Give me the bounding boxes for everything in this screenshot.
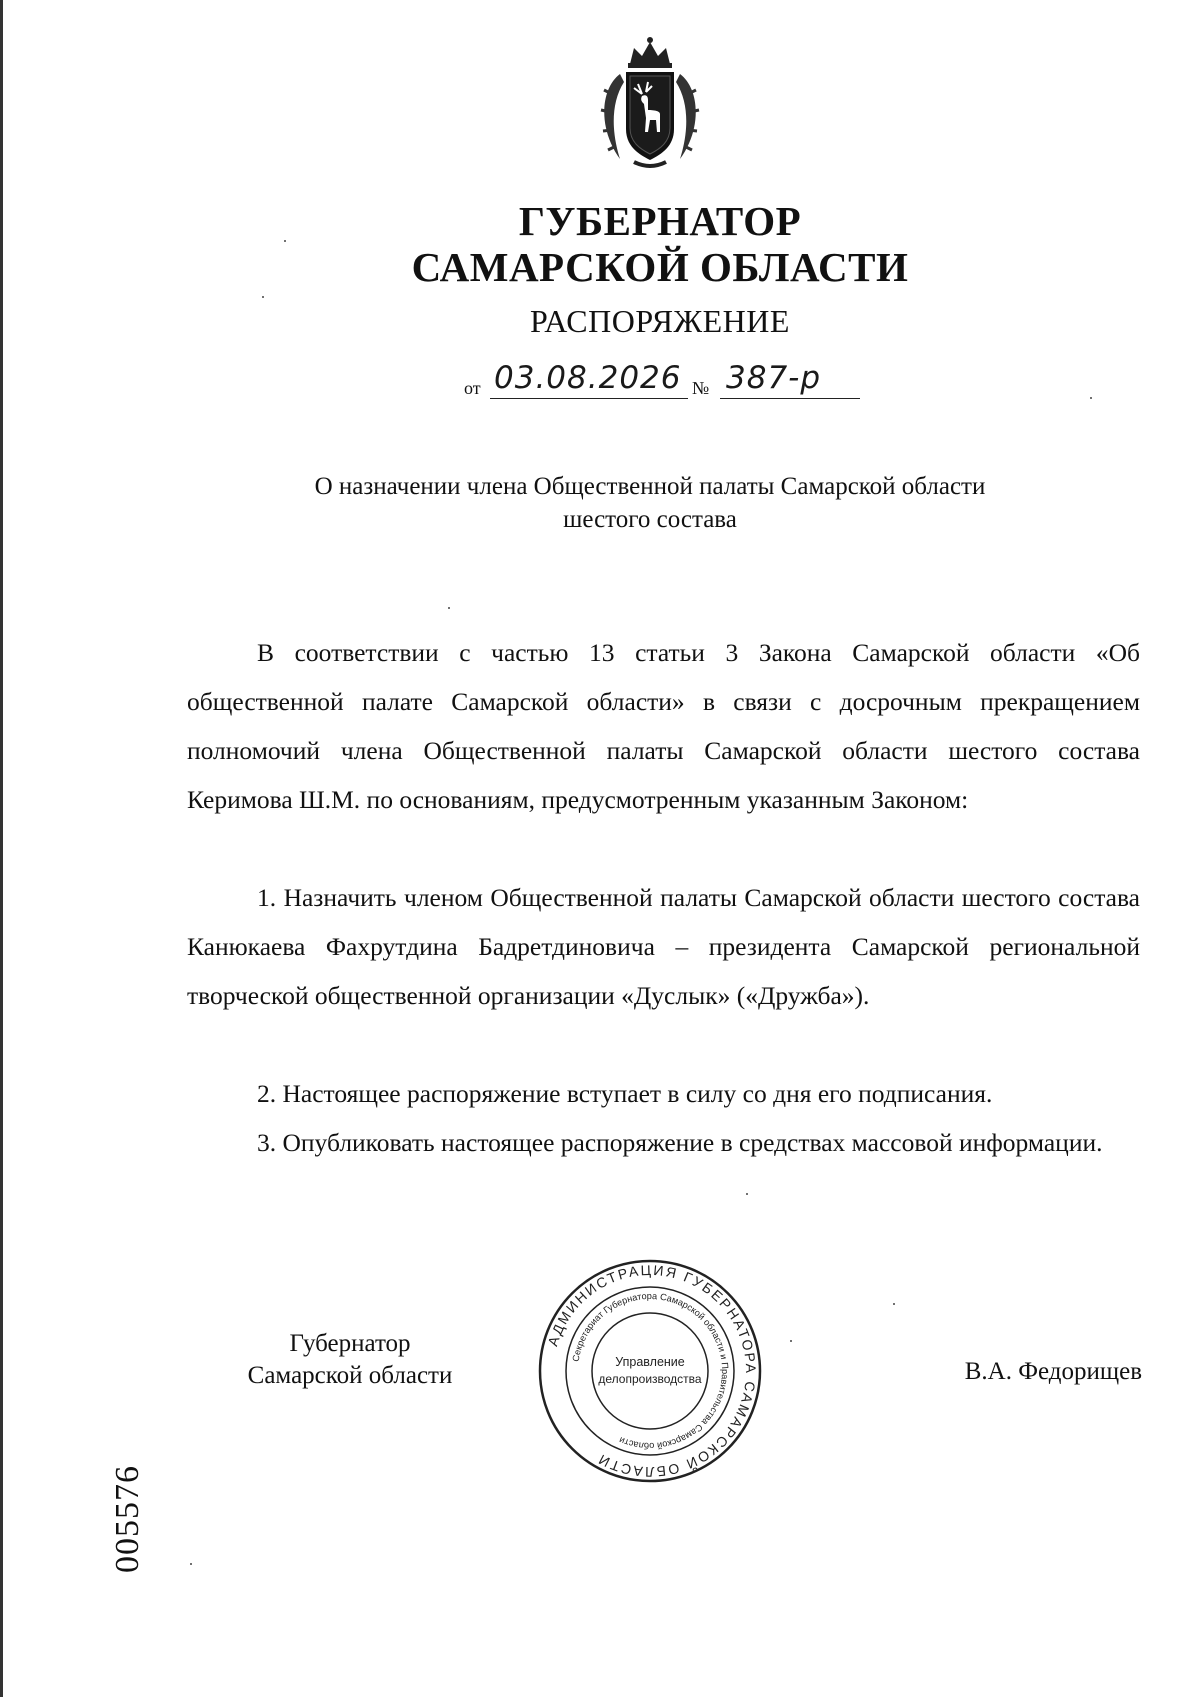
subject-line2: шестого состава	[563, 506, 737, 533]
number-label: №	[692, 378, 710, 398]
handwritten-number: 387-р	[726, 360, 822, 396]
signer-position-line2: Самарской области	[247, 1362, 453, 1389]
registration-number: 005576	[109, 1465, 146, 1573]
subject-line1: О назначении члена Общественной палаты Самарской области	[314, 473, 986, 500]
handwritten-date: 03.08.2026	[494, 360, 682, 396]
scan-edge	[0, 0, 3, 1697]
svg-text:Секретариат Губернатора Самарс	[571, 1291, 730, 1451]
number-underline	[720, 398, 860, 399]
stamp-middle-text: Секретариат Губернатора Самарской области и Правительства Самарской области	[570, 1290, 731, 1452]
scan-speck	[893, 1303, 895, 1305]
stamp-outer-text: АДМИНИСТРАЦИЯ ГУБЕРНАТОРА САМАРСКОЙ ОБЛАСТИ	[544, 1261, 760, 1481]
clause-2-paragraph: 2. Настоящее распоряжение вступает в силу со дня его подписания.	[257, 1079, 993, 1108]
date-underline	[490, 398, 688, 399]
clause-1-paragraph: 1. Назначить членом Общественной палаты Самарской области шестого состава Канюкаева Фахрутдина Бадретдиновича – президента Самарской региональной творческой общественной организации «Дуслык» («Дружба»).	[187, 883, 1140, 1010]
scan-speck	[1090, 397, 1092, 399]
scan-speck	[190, 1563, 192, 1565]
scan-speck	[746, 1193, 748, 1195]
document-type: РАСПОРЯЖЕНИЕ	[530, 303, 790, 339]
signer-name: В.А. Федорищев	[964, 1358, 1142, 1385]
preamble-paragraph: В соответствии с частью 13 статьи 3 Закона Самарской области «Об общественной палате Самарской области» в связи с досрочным прекращением полномочий члена Общественной палаты Самарской области шестого состава Керимова Ш.М. по основаниям, предусмотренным указанным Законом:	[187, 638, 1140, 814]
clause-3-paragraph: 3. Опубликовать настоящее распоряжение в средствах массовой информации.	[257, 1128, 1103, 1157]
issuer-title-line2: САМАРСКОЙ ОБЛАСТИ	[411, 244, 909, 290]
from-label: от	[464, 378, 481, 398]
issuer-title-line1: ГУБЕРНАТОР	[518, 198, 802, 244]
scan-speck	[284, 240, 286, 242]
official-round-stamp	[535, 1256, 765, 1486]
coat-of-arms-emblem	[590, 34, 710, 172]
stamp-center-line2: делопроизводства	[598, 1372, 702, 1386]
scan-speck	[448, 607, 450, 609]
date-number-line	[464, 360, 864, 404]
scan-speck	[790, 1340, 792, 1342]
signer-position	[200, 1328, 500, 1392]
scan-speck	[262, 296, 264, 298]
signer-position-line1: Губернатор	[289, 1330, 411, 1357]
stamp-center-line1: Управление	[615, 1355, 685, 1369]
document-subject	[230, 470, 1070, 536]
